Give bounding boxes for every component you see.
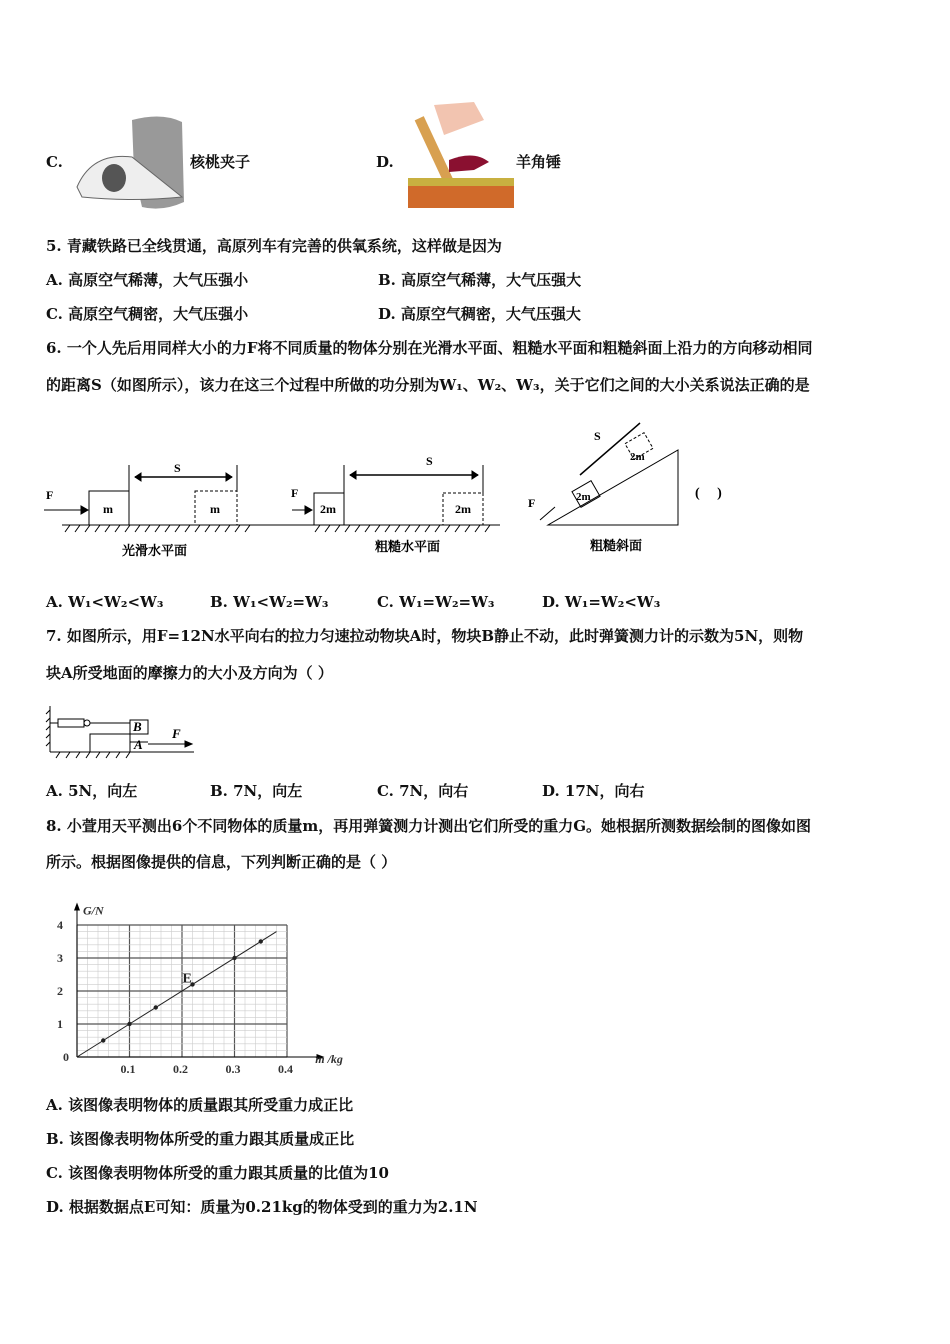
q6-option-b[interactable]: B. W₁<W₂=W₃ <box>210 593 329 611</box>
claw-hammer-image <box>404 100 516 212</box>
caption-rough: 粗糙水平面 <box>375 539 441 554</box>
q4-option-d-letter[interactable]: D. <box>376 153 394 171</box>
q4-option-d-label: 羊角锤 <box>516 153 562 171</box>
q8-option-b[interactable]: B. 该图像表明物体所受的重力跟其质量成正比 <box>46 1130 355 1148</box>
y-tick-label: 1 <box>57 1017 63 1031</box>
y-axis-arrow <box>74 903 80 911</box>
g-vs-m-chart <box>40 890 370 1080</box>
q6-figure <box>40 415 760 565</box>
q4-option-c-label: 核桃夹子 <box>190 153 251 171</box>
fit-line <box>77 932 277 1057</box>
distance-label-3: S <box>594 429 601 443</box>
caption-incline: 粗糙斜面 <box>590 538 643 553</box>
mass-label-2: 2m <box>320 502 336 516</box>
q7-spring-scale-figure <box>44 702 204 762</box>
mass-label-3b: 2m <box>630 451 645 463</box>
q5-option-c[interactable]: C. 高原空气稠密，大气压强小 <box>46 305 249 323</box>
x-tick-label: 0.1 <box>120 1062 136 1076</box>
y-tick-label: 2 <box>57 984 63 998</box>
distance-label-2: S <box>426 454 433 468</box>
data-point <box>154 1005 158 1009</box>
pull-force-label: F <box>172 726 181 741</box>
x-tick-label: 0.3 <box>225 1062 241 1076</box>
nutcracker-image <box>72 112 190 212</box>
q7-stem-line2: 块A所受地面的摩擦力的大小及方向为（ ） <box>46 664 333 682</box>
mass-label-1: m <box>103 502 113 516</box>
data-point <box>259 939 263 943</box>
q8-option-a[interactable]: A. 该图像表明物体的质量跟其所受重力成正比 <box>46 1096 354 1114</box>
y-tick-label: 3 <box>57 951 63 965</box>
force-label-1: F <box>46 488 54 502</box>
q6-stem-line1: 6. 一个人先后用同样大小的力F将不同质量的物体分别在光滑水平面、粗糙水平面和粗糙斜面上沿力的方向移动相同 <box>46 339 813 357</box>
caption-smooth: 光滑水平面 <box>122 543 188 558</box>
origin-label: 0 <box>63 1050 69 1064</box>
data-point <box>101 1038 105 1042</box>
q8-stem-line1: 8. 小萱用天平测出6个不同物体的质量m，再用弹簧测力计测出它们所受的重力G。她根据所测数据绘制的图像如图 <box>46 817 812 835</box>
rough-surface-diagram <box>240 465 500 532</box>
q8-option-c[interactable]: C. 该图像表明物体所受的重力跟其质量的比值为10 <box>46 1164 389 1182</box>
x-axis-label: m /kg <box>315 1052 343 1066</box>
block-a-label: A <box>134 737 143 752</box>
q5-option-b[interactable]: B. 高原空气稀薄，大气压强大 <box>378 271 582 289</box>
q8-stem-line2: 所示。根据图像提供的信息，下列判断正确的是（ ） <box>46 853 397 871</box>
q7-option-d[interactable]: D. 17N，向右 <box>542 782 645 800</box>
q6-stem-line2: 的距离S（如图所示），该力在这三个过程中所做的功分别为W₁、W₂、W₃，关于它们之间的大小关系说法正确的是 <box>46 376 810 394</box>
mass-label-2b: 2m <box>455 502 471 516</box>
data-point <box>127 1022 131 1026</box>
point-e-label: E <box>182 971 192 987</box>
smooth-surface-diagram <box>44 465 255 532</box>
data-point <box>232 956 236 960</box>
q6-option-c[interactable]: C. W₁=W₂=W₃ <box>377 593 495 611</box>
q6-option-d[interactable]: D. W₁=W₂<W₃ <box>542 593 661 611</box>
q5-option-d[interactable]: D. 高原空气稠密，大气压强大 <box>378 305 581 323</box>
block-b-label: B <box>133 719 142 734</box>
q7-stem-line1: 7. 如图所示，用F=12N水平向右的拉力匀速拉动物块A时，物块B静止不动，此时弹簧测力计的示数为5N，则物 <box>46 627 804 645</box>
answer-bracket: ( ) <box>695 486 722 501</box>
q7-option-a[interactable]: A. 5N，向左 <box>46 782 138 800</box>
q8-option-d[interactable]: D. 根据数据点E可知：质量为0.21kg的物体受到的重力为2.1N <box>46 1198 478 1216</box>
q7-option-b[interactable]: B. 7N，向左 <box>210 782 303 800</box>
q7-option-c[interactable]: C. 7N，向右 <box>377 782 469 800</box>
x-tick-label: 0.2 <box>173 1062 188 1076</box>
x-tick-label: 0.4 <box>278 1062 293 1076</box>
mass-label-1b: m <box>210 502 220 516</box>
q5-stem: 5. 青藏铁路已全线贯通，高原列车有完善的供氧系统，这样做是因为 <box>46 237 502 255</box>
q5-option-a[interactable]: A. 高原空气稀薄，大气压强小 <box>46 271 249 289</box>
q4-option-c-letter[interactable]: C. <box>46 153 63 171</box>
distance-label-1: S <box>174 461 181 475</box>
y-axis-label: G/N <box>83 903 104 918</box>
y-tick-label: 4 <box>57 918 63 932</box>
q6-option-a[interactable]: A. W₁<W₂<W₃ <box>46 593 164 611</box>
mass-label-3: 2m <box>576 491 591 503</box>
force-label-3: F <box>528 496 536 510</box>
rough-incline-diagram <box>540 423 678 525</box>
force-label-2: F <box>291 486 299 500</box>
